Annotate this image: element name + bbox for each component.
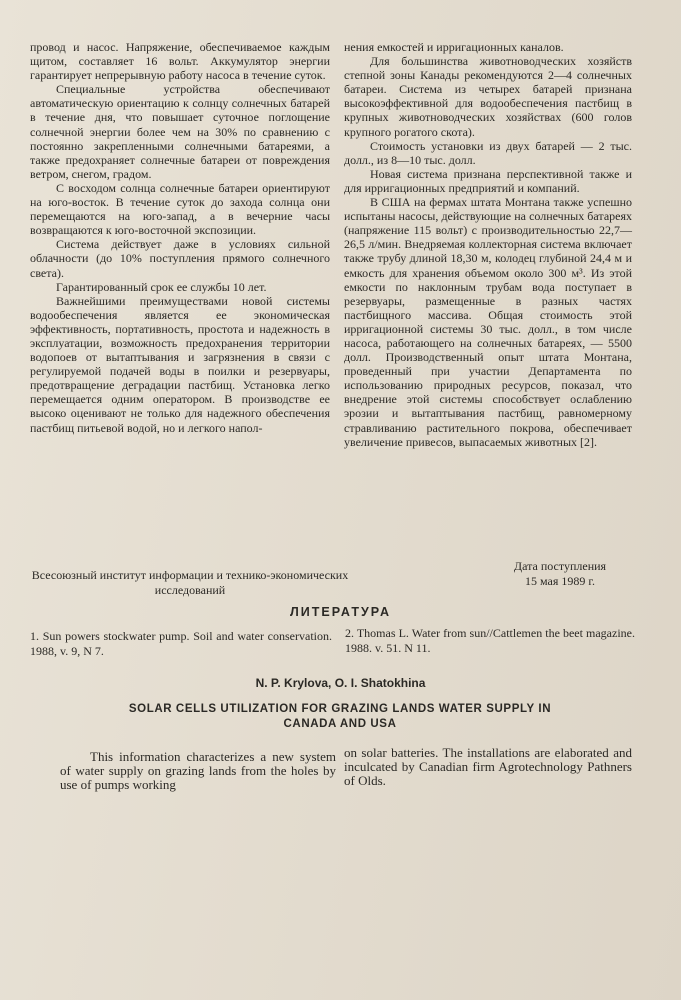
authors: N. P. Krylova, O. I. Shatokhina <box>255 676 426 690</box>
reference-1: 1. Sun powers stockwater pump. Soil and water conservation. 1988, v. 9, N 7. <box>30 629 332 658</box>
paragraph: нения емкостей и ирригационных каналов. <box>344 40 564 54</box>
paragraph: В США на фермах штата Монтана также успешно испытаны насосы, действующие на солнечных батареях (напряжение 115 вольт) с производительностью 22,7—26,5 л/мин. Внедряемая коллекторная система включает также трубу длиной 18,30 м, колодец глубиной 24,4 м и емкость для хранения объемом около 300 м³. Из этой емкости по наклонным трубам вода поступает в резервуары, размещенные в разных частях пастбищного массива. Общая стоимость этой ирригационной системы 30 тыс. долл., в том числе насоса, работающего на солнечных батареях, — 5500 долл. Производственный опыт штата Монтана, проведенный при участии Департамента по использованию природных ресурсов, показал, что внедрение этой системы способствует ослаблению эрозии и вытаптывания пастбищ, равномерному стравливанию растительного покрова, обеспечивает увеличение привесов, выпасаемых животных [2]. <box>344 195 632 449</box>
received-date: 15 мая 1989 г. <box>525 573 595 588</box>
abstract-left: This information characterizes a new system of water supply on grazing lands from the holes by use of pumps working <box>60 749 336 792</box>
paragraph: провод и насос. Напряжение, обеспечиваемое каждым щитом, составляет 16 вольт. Аккумулятор энергии гарантирует непрерывную работу насоса в течение суток. <box>30 40 330 83</box>
organization-affiliation: Всесоюзный институт информации и технико-экономических исследований <box>31 568 349 597</box>
paragraph: Стоимость установки из двух батарей — 2 тыс. долл., из 8—10 тыс. долл. <box>344 138 632 167</box>
right-text-column <box>344 40 632 449</box>
abstract-right: on solar batteries. The installations are elaborated and inculcated by Canadian firm Agrotechnology Pathners of Olds. <box>344 745 632 788</box>
literature-heading: ЛИТЕРАТУРА <box>289 605 392 619</box>
title-line: SOLAR CELLS UTILIZATION FOR GRAZING LANDS WATER SUPPLY IN <box>128 703 552 715</box>
left-text-column <box>30 40 330 435</box>
received-label: Дата поступления <box>513 559 607 573</box>
paragraph: Гарантированный срок ее службы 10 лет. <box>56 279 267 294</box>
english-title <box>60 702 620 732</box>
paragraph: Специальные устройства обеспечивают автоматическую ориентацию к солнцу солнечных батарей в течение дня, что повышает суточное поглощение солнечной энергии более чем на 30% по сравнению с постоянно закрепленными солнечными батареями, а также предохраняет солнечные батареи от повреждения ветром, снегом, градом. <box>30 82 330 181</box>
paragraph: Новая система признана перспективной также и для ирригационных предприятий и компаний. <box>344 166 632 195</box>
paragraph: Для большинства животноводческих хозяйств степной зоны Канады рекомендуются 2—4 солнечных батареи. Система из четырех батарей признана высокоэффективной для водообеспечения пастбищ в крупных животноводческих хозяйствах (600 голов крупного рогатого скота). <box>344 54 632 139</box>
paragraph: Система действует даже в условиях сильной облачности (до 10% поступления прямого солнечного света). <box>30 237 330 280</box>
received-date-block <box>480 559 640 588</box>
title-line: CANADA AND USA <box>283 718 397 730</box>
paragraph: Важнейшими преимуществами новой системы водообеспечения является ее экономическая эффективность, портативность, простота и надежность в эксплуатации, возможность предохранения территории водопоев от вытаптывания и загрязнения в связи с регулируемой подачей воды в поилки и резервуары, предотвращение деградации пастбищ. Установка легко перемещается одним оператором. В производстве ее высоко оценивают не только для надежного обеспечения пастбищ питьевой водой, но и легкого напол- <box>30 293 330 435</box>
reference-2: 2. Thomas L. Water from sun//Cattlemen the beet magazine. 1988. v. 51. N 11. <box>345 626 635 655</box>
paragraph: С восходом солнца солнечные батареи ориентируют на юго-восток. В течение суток до захода солнца они перемещаются на юго-запад, а в вечерние часы возвращаются к юго-восточной экспозиции. <box>30 180 330 238</box>
